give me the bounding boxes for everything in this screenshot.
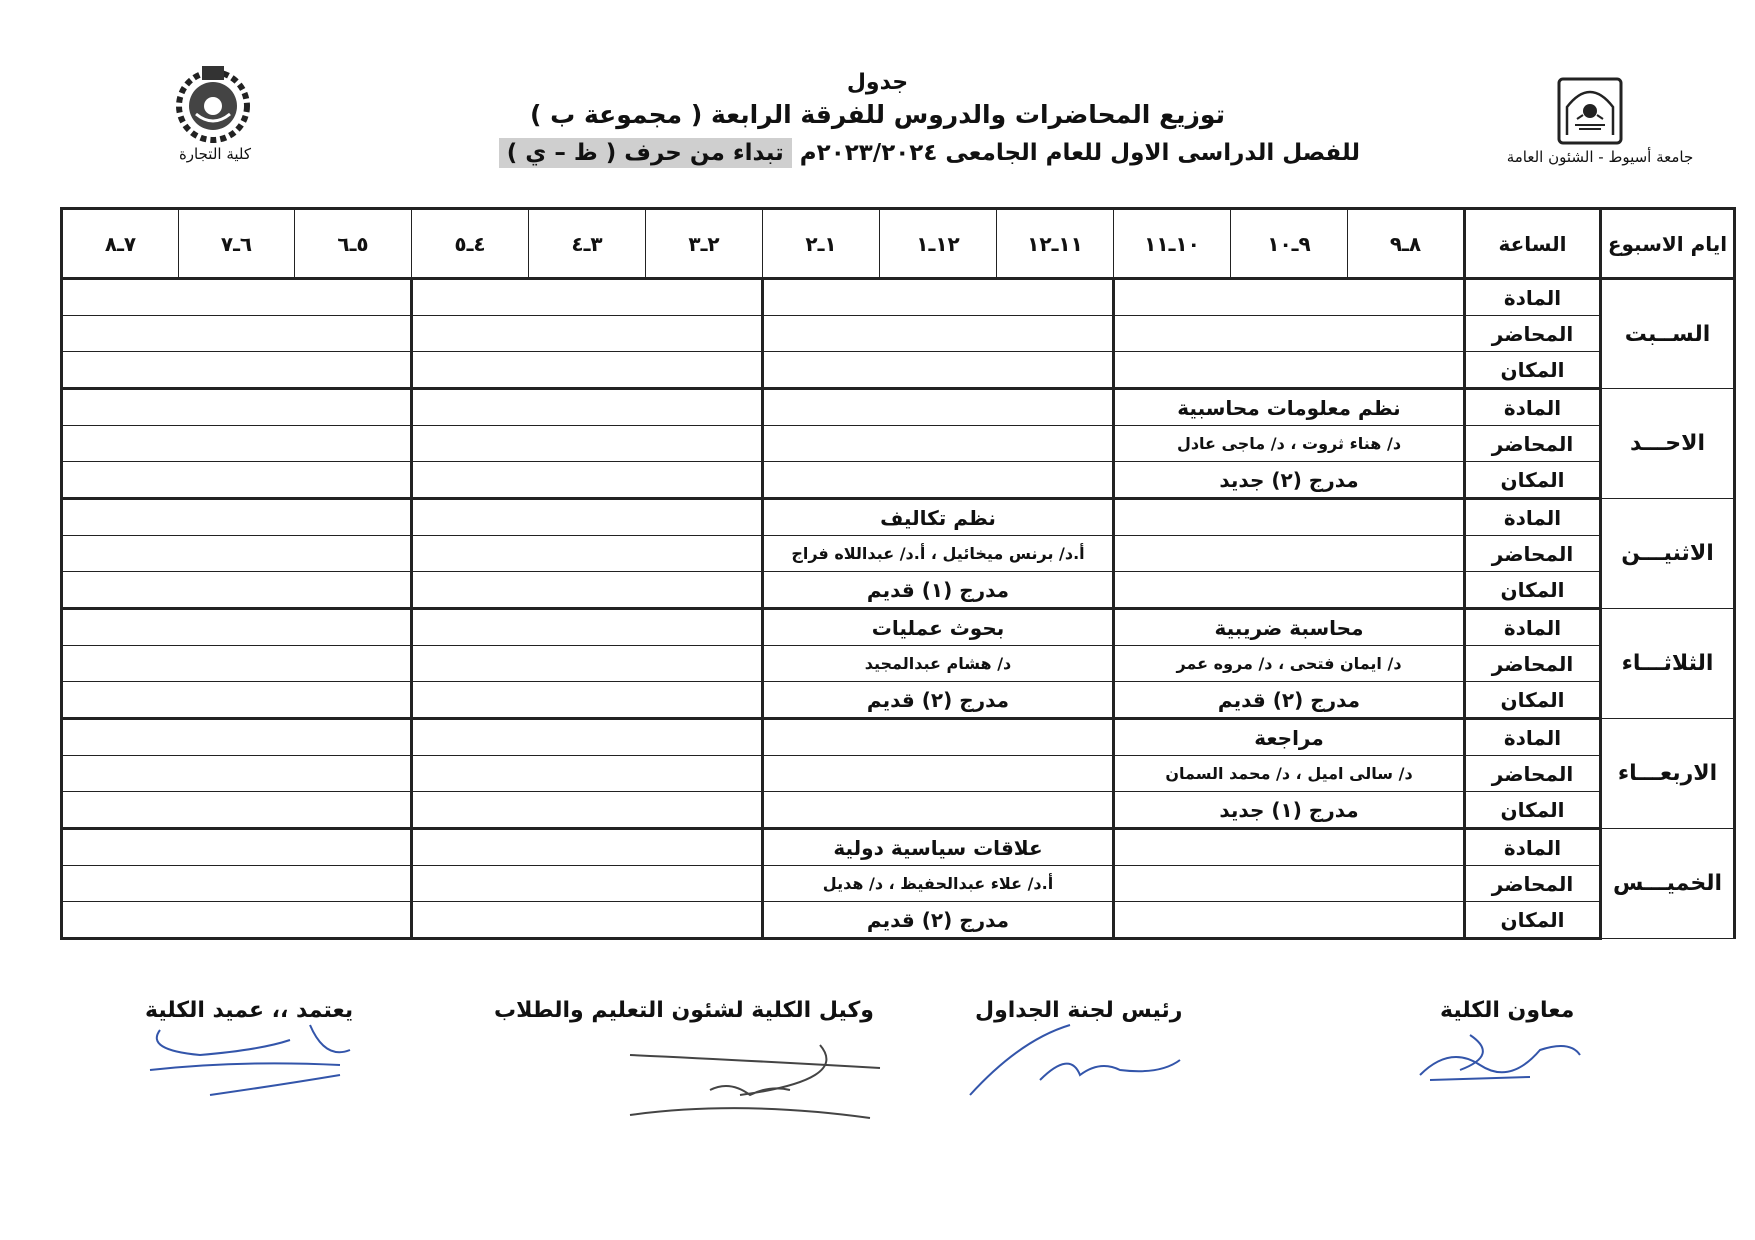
session-cell: مدرج (٢) قديم [763, 902, 1114, 939]
signature-dean: يعتمد ،، عميد الكلية [145, 998, 354, 1023]
session-cell [62, 536, 412, 572]
handwritten-signature [140, 1020, 370, 1100]
session-cell [62, 866, 412, 902]
row-label: المكان [1465, 572, 1601, 609]
schedule-row [62, 792, 1735, 829]
session-cell [412, 279, 763, 316]
schedule-row [62, 646, 1735, 682]
schedule-row [62, 352, 1735, 389]
row-label: المحاضر [1465, 426, 1601, 462]
day-name: الاحـــد [1601, 389, 1735, 499]
session-cell [412, 536, 763, 572]
session-cell [412, 389, 763, 426]
row-label: المادة [1465, 609, 1601, 646]
schedule-row [62, 682, 1735, 719]
session-cell: مراجعة [1114, 719, 1465, 756]
session-cell [412, 462, 763, 499]
row-label: المكان [1465, 792, 1601, 829]
session-cell [763, 352, 1114, 389]
row-label: المحاضر [1465, 756, 1601, 792]
session-cell [412, 499, 763, 536]
handwritten-signature [620, 1040, 910, 1120]
signature-vice-dean: وكيل الكلية لشئون التعليم والطلاب [494, 998, 874, 1023]
day-name: الســبت [1601, 279, 1735, 389]
schedule-row [62, 609, 1735, 646]
faculty-caption: كلية التجارة [178, 145, 252, 163]
slot-header: ٦ـ٧ [179, 209, 295, 279]
row-label: المادة [1465, 499, 1601, 536]
session-cell [62, 389, 412, 426]
session-cell [1114, 536, 1465, 572]
session-cell [412, 682, 763, 719]
slot-header: ٥ـ٦ [295, 209, 412, 279]
handwritten-signature [960, 1020, 1190, 1100]
session-cell: نظم تكاليف [763, 499, 1114, 536]
signature-committee-head: رئيس لجنة الجداول [975, 998, 1183, 1023]
session-cell [62, 792, 412, 829]
schedule-row [62, 756, 1735, 792]
schedule-row [62, 389, 1735, 426]
session-cell: مدرج (٢) جديد [1114, 462, 1465, 499]
schedule-row [62, 572, 1735, 609]
session-cell [412, 719, 763, 756]
university-caption: جامعة أسيوط - الشئون العامة [1506, 148, 1694, 166]
session-cell [62, 316, 412, 352]
session-cell [1114, 866, 1465, 902]
schedule-row [62, 316, 1735, 352]
session-cell: محاسبة ضريبية [1114, 609, 1465, 646]
slot-header: ١١ـ١٢ [997, 209, 1114, 279]
schedule-row [62, 536, 1735, 572]
slot-header: ٣ـ٤ [529, 209, 646, 279]
day-name: الاربعـــاء [1601, 719, 1735, 829]
session-cell [412, 426, 763, 462]
session-cell [1114, 352, 1465, 389]
schedule-row [62, 499, 1735, 536]
row-label: المحاضر [1465, 316, 1601, 352]
session-cell [62, 426, 412, 462]
handwritten-signature [1410, 1025, 1590, 1085]
row-label: المادة [1465, 279, 1601, 316]
slot-header: ١٠ـ١١ [1114, 209, 1231, 279]
session-cell [412, 572, 763, 609]
session-cell [412, 316, 763, 352]
session-cell [412, 646, 763, 682]
row-label: المكان [1465, 682, 1601, 719]
row-label: المحاضر [1465, 536, 1601, 572]
day-name: الخميـــس [1601, 829, 1735, 939]
session-cell [62, 572, 412, 609]
session-cell [412, 609, 763, 646]
session-cell [763, 389, 1114, 426]
session-cell: مدرج (١) جديد [1114, 792, 1465, 829]
session-cell [62, 352, 412, 389]
session-cell [763, 462, 1114, 499]
semester-line [480, 140, 1360, 166]
hour-column-header: الساعة [1465, 209, 1601, 279]
schedule-row [62, 279, 1735, 316]
slot-header: ٢ـ٣ [646, 209, 763, 279]
row-label: المكان [1465, 352, 1601, 389]
row-label: المكان [1465, 902, 1601, 939]
row-label: المادة [1465, 829, 1601, 866]
session-cell [412, 866, 763, 902]
faculty-logo [168, 62, 258, 144]
session-cell [62, 902, 412, 939]
session-cell [1114, 499, 1465, 536]
session-cell [412, 902, 763, 939]
row-label: المادة [1465, 389, 1601, 426]
session-cell: د/ سالى اميل ، د/ محمد السمان [1114, 756, 1465, 792]
semester-text: للفصل الدراسى الاول للعام الجامعى ٢٠٢٣/٢٠٢٤م [799, 140, 1360, 166]
session-cell [763, 426, 1114, 462]
row-label: المحاضر [1465, 646, 1601, 682]
session-cell [62, 609, 412, 646]
schedule-table [60, 207, 1736, 940]
schedule-row [62, 462, 1735, 499]
university-logo [1555, 75, 1625, 147]
letter-range-highlight: تبداء من حرف ( ظ – ي ) [499, 138, 792, 168]
schedule-row [62, 866, 1735, 902]
slot-header: ٤ـ٥ [412, 209, 529, 279]
schedule-row [62, 902, 1735, 939]
session-cell [62, 829, 412, 866]
session-cell [763, 756, 1114, 792]
session-cell: علاقات سياسية دولية [763, 829, 1114, 866]
slot-header: ١٢ـ١ [880, 209, 997, 279]
session-cell [1114, 572, 1465, 609]
session-cell [412, 829, 763, 866]
session-cell [62, 719, 412, 756]
session-cell [763, 792, 1114, 829]
session-cell [1114, 829, 1465, 866]
session-cell [763, 316, 1114, 352]
session-cell [62, 279, 412, 316]
document-title: جدول [846, 70, 909, 95]
row-label: المكان [1465, 462, 1601, 499]
schedule-row [62, 829, 1735, 866]
session-cell [412, 792, 763, 829]
session-cell [412, 352, 763, 389]
schedule-row [62, 426, 1735, 462]
header-row [62, 209, 1735, 279]
session-cell [763, 279, 1114, 316]
day-name: الاثنيـــن [1601, 499, 1735, 609]
slot-header: ٨ـ٩ [1348, 209, 1465, 279]
days-column-header: ايام الاسبوع [1601, 209, 1735, 279]
session-cell: د/ هناء ثروت ، د/ ماجى عادل [1114, 426, 1465, 462]
session-cell: مدرج (١) قديم [763, 572, 1114, 609]
signature-assistant: معاون الكلية [1440, 998, 1575, 1023]
session-cell [62, 646, 412, 682]
session-cell: أ.د/ علاء عبدالحفيظ ، د/ هديل [763, 866, 1114, 902]
schedule-row [62, 719, 1735, 756]
document-subtitle: توزيع المحاضرات والدروس للفرقة الرابعة ( مجموعة ب ) [530, 100, 1225, 129]
session-cell [1114, 902, 1465, 939]
session-cell: د/ هشام عبدالمجيد [763, 646, 1114, 682]
session-cell: أ.د/ برنس ميخائيل ، أ.د/ عبداللاه فراج [763, 536, 1114, 572]
slot-header: ١ـ٢ [763, 209, 880, 279]
session-cell: د/ ايمان فتحى ، د/ مروه عمر [1114, 646, 1465, 682]
session-cell: بحوث عمليات [763, 609, 1114, 646]
session-cell [62, 682, 412, 719]
session-cell: مدرج (٢) قديم [1114, 682, 1465, 719]
session-cell: مدرج (٢) قديم [763, 682, 1114, 719]
row-label: المادة [1465, 719, 1601, 756]
session-cell [412, 756, 763, 792]
slot-header: ٧ـ٨ [62, 209, 179, 279]
session-cell: نظم معلومات محاسبية [1114, 389, 1465, 426]
day-name: الثلاثـــاء [1601, 609, 1735, 719]
session-cell [62, 462, 412, 499]
row-label: المحاضر [1465, 866, 1601, 902]
session-cell [763, 719, 1114, 756]
session-cell [62, 499, 412, 536]
session-cell [1114, 316, 1465, 352]
session-cell [62, 756, 412, 792]
slot-header: ٩ـ١٠ [1231, 209, 1348, 279]
session-cell [1114, 279, 1465, 316]
